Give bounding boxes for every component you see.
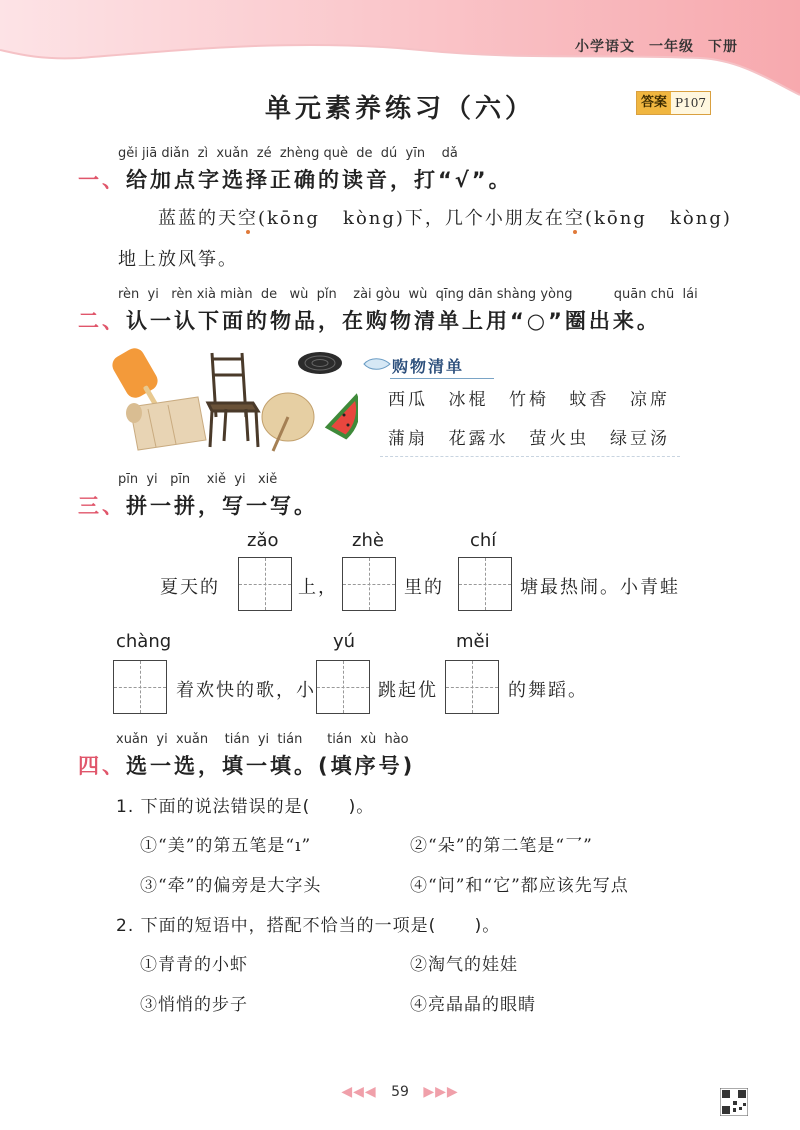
s4-title: 选一选，填一填。(填序号) — [126, 754, 416, 778]
list-item[interactable]: 竹椅 — [509, 390, 549, 410]
list-item[interactable]: 蚊香 — [569, 390, 610, 410]
popsicle-image — [109, 345, 161, 407]
list-item[interactable]: 西瓜 — [388, 390, 428, 410]
list-title-underline — [390, 378, 494, 379]
shopping-list-title: 购物清单 — [392, 357, 465, 376]
answer-page: P107 — [675, 96, 706, 110]
q2-option-4[interactable]: ④亮晶晶的眼睛 — [410, 995, 536, 1015]
watermelon-image — [328, 397, 358, 437]
s1-text-e: (kōng kòng) — [584, 208, 732, 229]
footer-left-arrows: ◀◀◀ — [341, 1084, 377, 1100]
q2-option-2[interactable]: ②淘气的娃娃 — [410, 955, 518, 975]
s4-pinyin: xuǎn yi xuǎn tián yi tián tián xù hào — [116, 732, 409, 747]
list-item[interactable]: 花露水 — [448, 429, 509, 449]
s3-text-6: 跳起优 — [378, 680, 438, 701]
s1-dotted-char-1: 空 — [238, 208, 258, 229]
list-bottom-line — [380, 456, 680, 457]
pinyin-zhe: zhè — [352, 530, 384, 551]
s3-text-3: 里的 — [404, 577, 444, 598]
tianzige-box-chang[interactable] — [113, 660, 167, 714]
footer-right-arrows: ▶▶▶ — [423, 1084, 459, 1100]
list-item[interactable]: 冰棍 — [448, 390, 489, 410]
pinyin-yu: yú — [333, 631, 356, 652]
s3-text-2: 上， — [298, 577, 338, 598]
q1-option-2[interactable]: ②“朵”的第二笔是“乛” — [410, 836, 593, 856]
s3-pinyin: pīn yi pīn xiě yi xiě — [118, 472, 278, 487]
tianzige-box-mei[interactable] — [445, 660, 499, 714]
s3-text-5: 着欢快的歌，小 — [176, 680, 316, 701]
page-number: 59 — [391, 1084, 409, 1100]
answer-label: 答案 — [637, 92, 671, 114]
tianzige-box-yu[interactable] — [316, 660, 370, 714]
fan-image — [262, 393, 314, 451]
list-item[interactable]: 蒲扇 — [388, 429, 428, 449]
qr-code-icon — [720, 1088, 748, 1116]
items-illustration — [108, 345, 358, 455]
tianzige-box-chi[interactable] — [458, 557, 512, 611]
list-item[interactable]: 绿豆汤 — [609, 429, 670, 449]
subject-label: 小学语文 — [575, 39, 635, 55]
s2-title: 认一认下面的物品，在购物清单上用“○”圈出来。 — [126, 309, 661, 333]
pinyin-mei: měi — [456, 631, 490, 652]
s1-number: 一、 — [78, 168, 126, 192]
s3-text-1: 夏天的 — [160, 577, 220, 598]
pinyin-chang: chàng — [116, 631, 172, 652]
s1-heading — [78, 164, 513, 194]
q2-option-1[interactable]: ①青青的小虾 — [140, 955, 248, 975]
pinyin-chi: chí — [470, 530, 497, 551]
page-title: 单元素养练习（六） — [264, 94, 535, 124]
s1-dotted-char-2: 空 — [564, 208, 585, 229]
grade-label: 一年级 — [649, 39, 694, 55]
chair-image — [208, 353, 258, 447]
tianzige-box-zao[interactable] — [238, 557, 292, 611]
mosquito-coil-image — [298, 352, 342, 374]
s2-pinyin: rèn yi rèn xià miàn de wù pǐn zài gòu wù qīng dān shàng yòng quān chū lái — [118, 287, 698, 302]
s4-heading — [78, 750, 415, 780]
tianzige-box-zhe[interactable] — [342, 557, 396, 611]
answer-tag — [636, 91, 711, 115]
question-1: 1. 下面的说法错误的是( )。 — [116, 797, 375, 817]
s3-text-7: 的舞蹈。 — [508, 680, 588, 701]
q2-option-3[interactable]: ③悄悄的步子 — [140, 995, 248, 1015]
list-ribbon-icon — [362, 355, 392, 373]
book-info — [561, 36, 738, 56]
s1-pinyin: gěi jiā diǎn zì xuǎn zé zhèng què de dú yīn dǎ — [118, 146, 458, 161]
q1-option-1[interactable]: ①“美”的第五笔是“ı” — [140, 836, 312, 856]
list-item[interactable]: 凉席 — [630, 390, 670, 410]
pinyin-zao: zǎo — [247, 530, 279, 551]
s3-text-4: 塘最热闹。小青蛙 — [520, 577, 680, 598]
list-item[interactable]: 萤火虫 — [529, 429, 590, 449]
s1-text-a: 蓝蓝的天 — [158, 208, 238, 229]
bamboo-mat-image — [126, 397, 206, 450]
q1-option-3[interactable]: ③“牵”的偏旁是大字头 — [140, 876, 322, 896]
shopping-list-row-1 — [388, 385, 670, 410]
page-number-footer — [0, 1084, 800, 1100]
q1-option-4[interactable]: ④“问”和“它”都应该先写点 — [410, 876, 629, 896]
question-2: 2. 下面的短语中，搭配不恰当的一项是( )。 — [116, 916, 501, 936]
s2-number: 二、 — [78, 309, 126, 333]
s1-title: 给加点字选择正确的读音，打“√”。 — [126, 168, 513, 192]
s1-line1 — [158, 204, 732, 230]
s1-line2: 地上放风筝。 — [118, 249, 238, 270]
volume-label: 下册 — [708, 39, 738, 55]
s4-number: 四、 — [78, 754, 126, 778]
s3-title: 拼一拼，写一写。 — [126, 494, 318, 518]
shopping-list-row-2 — [388, 424, 670, 449]
s3-number: 三、 — [78, 494, 126, 518]
s1-text-c: (kōng kòng)下，几个小朋友在 — [258, 208, 565, 229]
s3-heading — [78, 490, 318, 520]
s2-heading — [78, 305, 661, 335]
